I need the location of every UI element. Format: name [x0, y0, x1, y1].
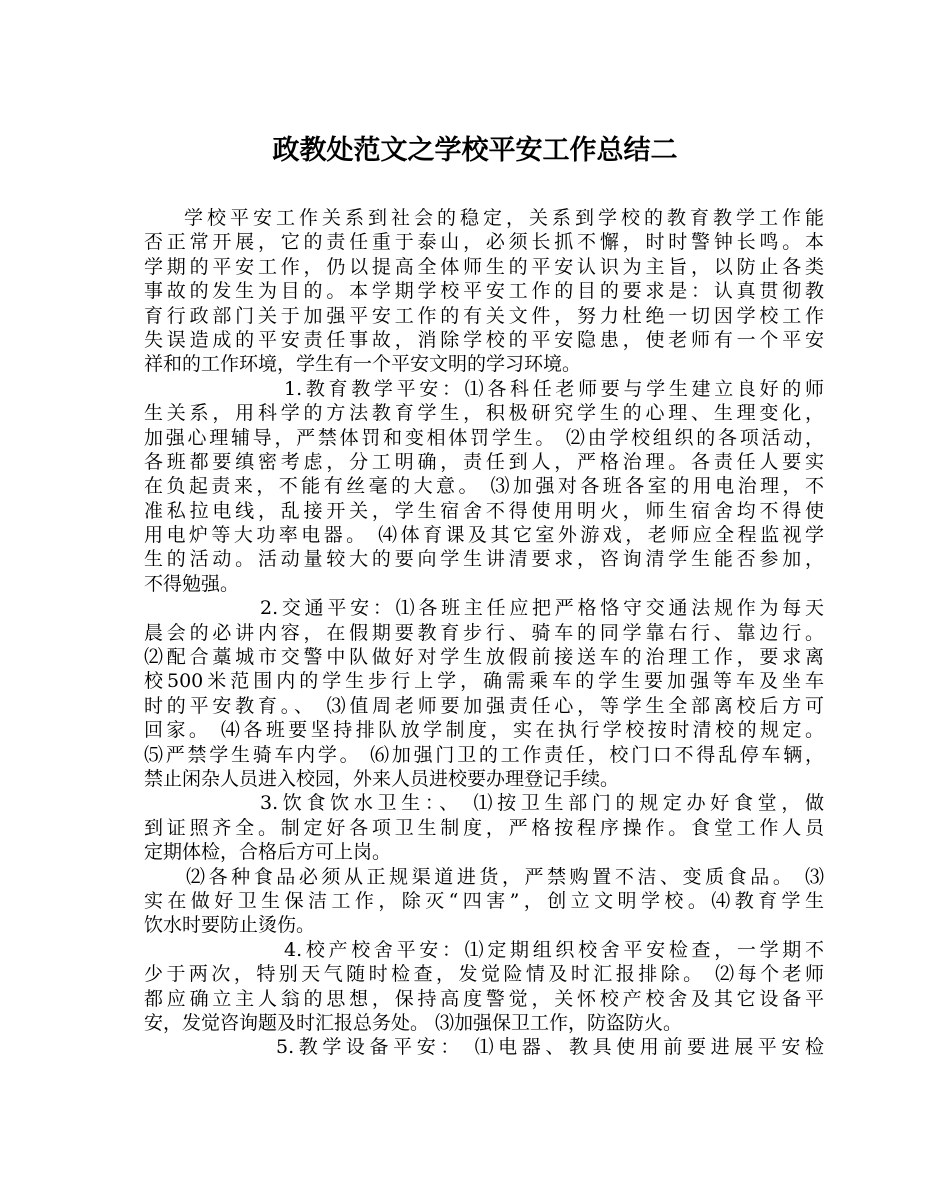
section-heading-line: 1.教育教学平安：⑴各科任老师要与学生建立良好的师 — [284, 377, 824, 400]
section-heading-line: 2.交通平安：⑴各班主任应把严格恪守交通法规作为每天 — [260, 597, 824, 620]
text-line: ⑸严禁学生骑车内学。 ⑹加强门卫的工作责任，校门口不得乱停车辆， — [144, 743, 824, 766]
section-heading-line: 5.教学设备平安： ⑴电器、教具使用前要进展平安检 — [276, 1036, 824, 1059]
text-line: 不得勉强。 — [144, 572, 240, 595]
text-line: 到证照齐全。制定好各项卫生制度，严格按程序操作。食堂工作人员 — [144, 816, 824, 839]
text-line: 少于两次，特别天气随时检查，发觉险情及时汇报排除。 ⑵每个老师 — [144, 963, 824, 986]
text-line: 安，发觉咨询题及时汇报总务处。 ⑶加强保卫工作，防盗防火。 — [144, 1011, 683, 1034]
text-line: 禁止闲杂人员进入校园，外来人员进校要办理登记手续。 — [144, 767, 620, 790]
text-line: 时的平安教育。、 ⑶值周老师要加强责任心，等学生全部离校后方可 — [144, 694, 824, 717]
text-line: ⑵配合藁城市交警中队做好对学生放假前接送车的治理工作，要求离 — [144, 646, 824, 669]
text-line: 在负起责来，不能有丝毫的大意。 ⑶加强对各班各室的用电治理，不 — [144, 475, 824, 498]
text-line: 各班都要缜密考虑，分工明确，责任到人，严格治理。各责任人要实 — [144, 450, 824, 473]
text-line: 校500米范围内的学生步行上学，确需乘车的学生要加强等车及坐车 — [144, 670, 824, 693]
section-heading-line: 3.饮食饮水卫生：、 ⑴按卫生部门的规定办好食堂，做 — [260, 792, 824, 815]
text-line: 都应确立主人翁的思想，保持高度警觉，关怀校产校舍及其它设备平 — [144, 987, 824, 1010]
text-line: 祥和的工作环境，学生有一个平安文明的学习环境。 — [144, 353, 582, 376]
text-line: 准私拉电线，乱接开关，学生宿舍不得使用明火，师生宿舍均不得使 — [144, 499, 824, 522]
text-line: 回家。 ⑷各班要坚持排队放学制度，实在执行学校按时清校的规定。 — [144, 719, 824, 742]
text-line: 加强心理辅导，严禁体罚和变相体罚学生。 ⑵由学校组织的各项活动， — [144, 426, 824, 449]
text-line: ⑵各种食品必须从正规渠道进货，严禁购置不洁、变质食品。 ⑶ — [186, 865, 824, 888]
text-line: 实在做好卫生保洁工作，除灭“四害”，创立文明学校。⑷教育学生 — [144, 889, 824, 912]
text-line: 晨会的必讲内容，在假期要教育步行、骑车的同学靠右行、靠边行。 — [144, 621, 824, 644]
text-line: 事故的发生为目的。本学期学校平安工作的目的要求是：认真贯彻教 — [144, 280, 824, 303]
text-line: 定期体检，合格后方可上岗。 — [144, 841, 392, 864]
document-title: 政教处范文之学校平安工作总结二 — [272, 135, 678, 166]
text-line: 生关系，用科学的方法教育学生，积极研究学生的心理、生理变化， — [144, 402, 824, 425]
text-line: 饮水时要防止烫伤。 — [144, 914, 316, 937]
text-line: 用电炉等大功率电器。 ⑷体育课及其它室外游戏，老师应全程监视学 — [144, 524, 824, 547]
text-line: 学期的平安工作，仍以提高全体师生的平安认识为主旨，以防止各类 — [144, 255, 824, 278]
text-line: 育行政部门关于加强平安工作的有关文件，努力杜绝一切因学校工作 — [144, 304, 824, 327]
text-line: 生的活动。活动量较大的要向学生讲清要求，咨询清学生能否参加， — [144, 548, 824, 571]
section-heading-line: 4.校产校舍平安：⑴定期组织校舍平安检查，一学期不 — [284, 938, 824, 961]
text-line: 学校平安工作关系到社会的稳定，关系到学校的教育教学工作能 — [184, 207, 824, 229]
document-body — [144, 206, 824, 1060]
text-line: 失误造成的平安责任事故，消除学校的平安隐患，使老师有一个平安 — [144, 328, 824, 351]
text-line: 否正常开展，它的责任重于泰山，必须长抓不懈，时时警钟长鸣。本 — [144, 231, 824, 254]
